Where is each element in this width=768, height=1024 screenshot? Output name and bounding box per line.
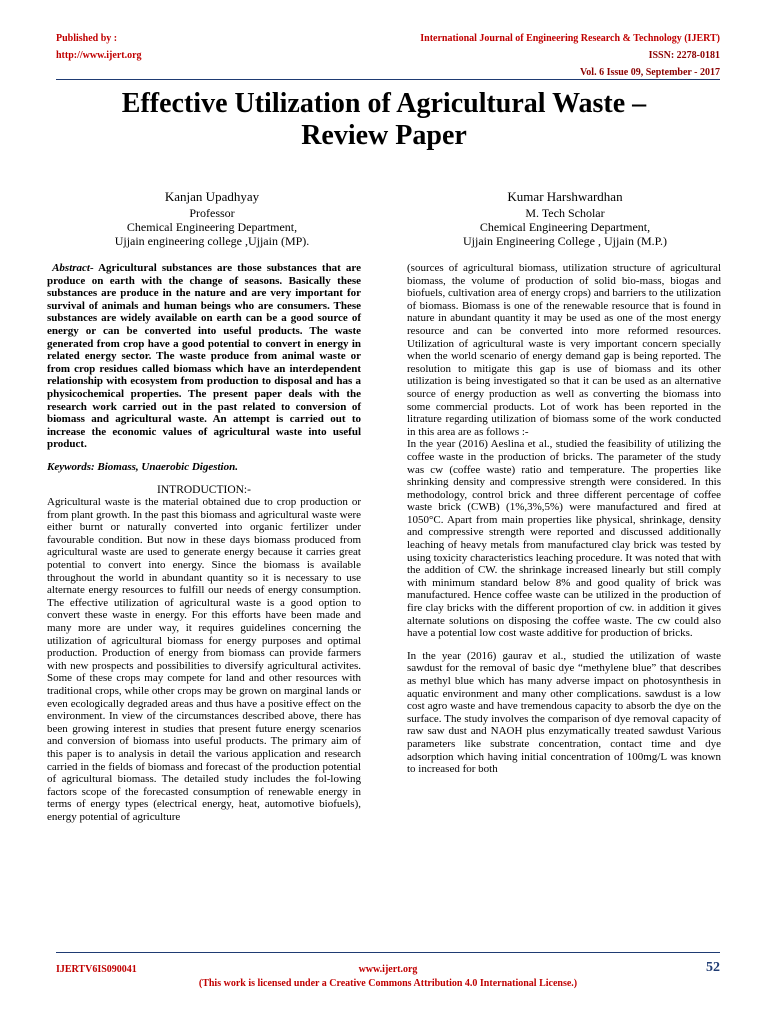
author-dept: Chemical Engineering Department,	[126, 220, 298, 234]
title-line-1: Effective Utilization of Agricultural Waste –	[121, 88, 647, 119]
author-role: M. Tech Scholar	[525, 206, 605, 220]
footer-divider	[56, 952, 720, 953]
abstract-text: Agricultural substances are those substances that are produce on earth with the change of seasons. Basically these substances are produce in the nature and are very important for survival of animals and human beings who are consumers. These substances are widely available on earth can be a good source of energy or can be converted into useful products. The waste generated from crop have a good potential to convert in energy in related energy sector. The waste produce from animal waste or from crop residues called biomass which have an interdependent relationship with ecosystem from production to disposal and has a physicochemical properties. The present paper deals with the research work carried out in the past related to conversion of biomass and agricultural waste. An attempt is carried out to increase the economic values of agricultural waste into useful product.	[47, 262, 361, 451]
author-role: Professor	[189, 206, 235, 220]
footer-url-link[interactable]: www.ijert.org	[358, 964, 418, 975]
author-name: Kumar Harshwardhan	[507, 189, 623, 204]
body-paragraph-2: In the year (2016) Aeslina et al., studied the feasibility of utilizing the coffee waste in the production of bricks. The parameter of the study was cw (coffee waste) ratio and temperature. The properties like shrinking density and compressive strength were considered. In this methodology, control brick and three different percentage of coffee waste brick (CWB) (1%,3%,5%) were manufactured and fired at 1050°C. Apart from main properties like physical, shrinkage, density and compressive strength were reported and discussed additionally leaching of heavy metals from manufactured clay brick was tested by using toxicity characteristics leaching procedure. It was noted that with the addition of CW. the shrinkage increased linearly but still comply with minimum standard below 8% and good quality of brick was manufactured. Hence coffee waste can be utilized in the production of fire clay bricks with the different proportion of cw. in addition it gives alternate solutions on disposing the coffee waste. The cw could also have a potential low cost waste additive for production of bricks.	[407, 438, 721, 640]
author-institution: Ujjain engineering college ,Ujjain (MP).	[114, 234, 310, 248]
title-line-2: Review Paper	[301, 120, 467, 151]
right-column	[407, 262, 721, 776]
issn: ISSN: 2278-0181	[648, 50, 720, 61]
abstract	[47, 262, 361, 451]
author-block-2	[400, 188, 730, 248]
keywords: Keywords: Biomass, Unaerobic Digestion.	[47, 460, 238, 473]
intro-paragraph: Agricultural waste is the material obtained due to crop production or from plant growth. In the past this biomass and agricultural waste were either burnt or naturally converted into organic fertilizer under favourable condition. But now in these days biomass produced from agricultural waste are used to generate energy because it carries great potential to convert into energy. Since the biomass is available throughout the world in abundant quantity so it is necessary to use alternate energy resources to fulfill our needs of energy consumption. The effective utilization of agricultural waste is a good option to convert these waste in energy. For this efforts have been made and many more are under way, it requires guidelines concerning the utilization of agricultural biomass for energy purposes and optimal production. Production of energy from biomass can provide farmers with new prospects and possibilities to diversify agricultural activites. Some of these crops may compete for land and other resources with traditional crops, while other crops may be grown on marginal lands or even ecologically degraded areas and thus have a positive effect on the environment. In view of the circumstances described above, there has been growing interest in studies that present future energy scenarios and conversion of biomass into useful products. The primary aim of this paper is to analysis in detail the various application and research carried in the fields of biomass and forecast of the production potential of agricultural biomass. The detailed study includes the fol-lowing factors scope of the forecasted consumption of renewable energy in terms of energy types (electrical energy, heat, automotive biofuels), energy potential of agriculture	[47, 496, 361, 823]
published-by: Published by :	[56, 33, 118, 44]
abstract-label: Abstract-	[52, 262, 94, 274]
header-divider	[56, 79, 720, 80]
body-paragraph-3: In the year (2016) gaurav et al., studied the utilization of waste sawdust for the removal of basic dye “methylene blue” that describes as methyl blue which has many adverse impact on photosynthesis in aquatic environment and many other complications. sawdust is a low cost agro waste and have tremendous capacity to absorb the dye on the surface. The study involves the comparison of dye removal capacity of raw saw dust and NAOH plus enzymatically treated sawdust Various parameters like substrate concentration, contact time and dye adsorption which having initial concentration of 100mg/L was known to increased for both	[407, 649, 721, 776]
left-column	[47, 262, 361, 824]
author-institution: Ujjain Engineering College , Ujjain (M.P.)	[463, 234, 667, 248]
section-heading-introduction: INTRODUCTION:-	[157, 483, 251, 496]
author-block-1	[47, 188, 377, 248]
paper-id: IJERTV6IS090041	[56, 964, 137, 975]
page-header	[56, 30, 720, 76]
page-number: 52	[706, 960, 720, 975]
journal-name: International Journal of Engineering Research & Technology (IJERT)	[420, 33, 720, 44]
paper-title	[40, 88, 728, 152]
body-paragraph-1: (sources of agricultural biomass, utilization structure of agricultural biomass, the volume of production of solid bio-mass, biogas and biofuels, cultivation area of energy crops) and barriers to the utilization of biomass. Biomass is one of the renewable resource that is found in nature in abundant quantity it may be used as one of the most energy resource and can be converted into more reformed resources. Utilization of agricultural waste is very important concern specially when the world scenario of energy demand gap is being reported. The resolution to mitigate this gap is use of biomass and its other utilization is being investigated so that it can be used as an alternative source of energy production as well as converting the biomass into some commercial products. Lot of work has been reported in the litrature regarding utilization of biomass some of the work conducted in this area are as follows :-	[407, 262, 721, 438]
author-name: Kanjan Upadhyay	[164, 189, 260, 204]
author-dept: Chemical Engineering Department,	[479, 220, 651, 234]
journal-url-link[interactable]: http://www.ijert.org	[56, 50, 142, 61]
volume-issue: Vol. 6 Issue 09, September - 2017	[579, 67, 720, 78]
license-notice: (This work is licensed under a Creative Commons Attribution 4.0 International License.)	[198, 978, 578, 989]
